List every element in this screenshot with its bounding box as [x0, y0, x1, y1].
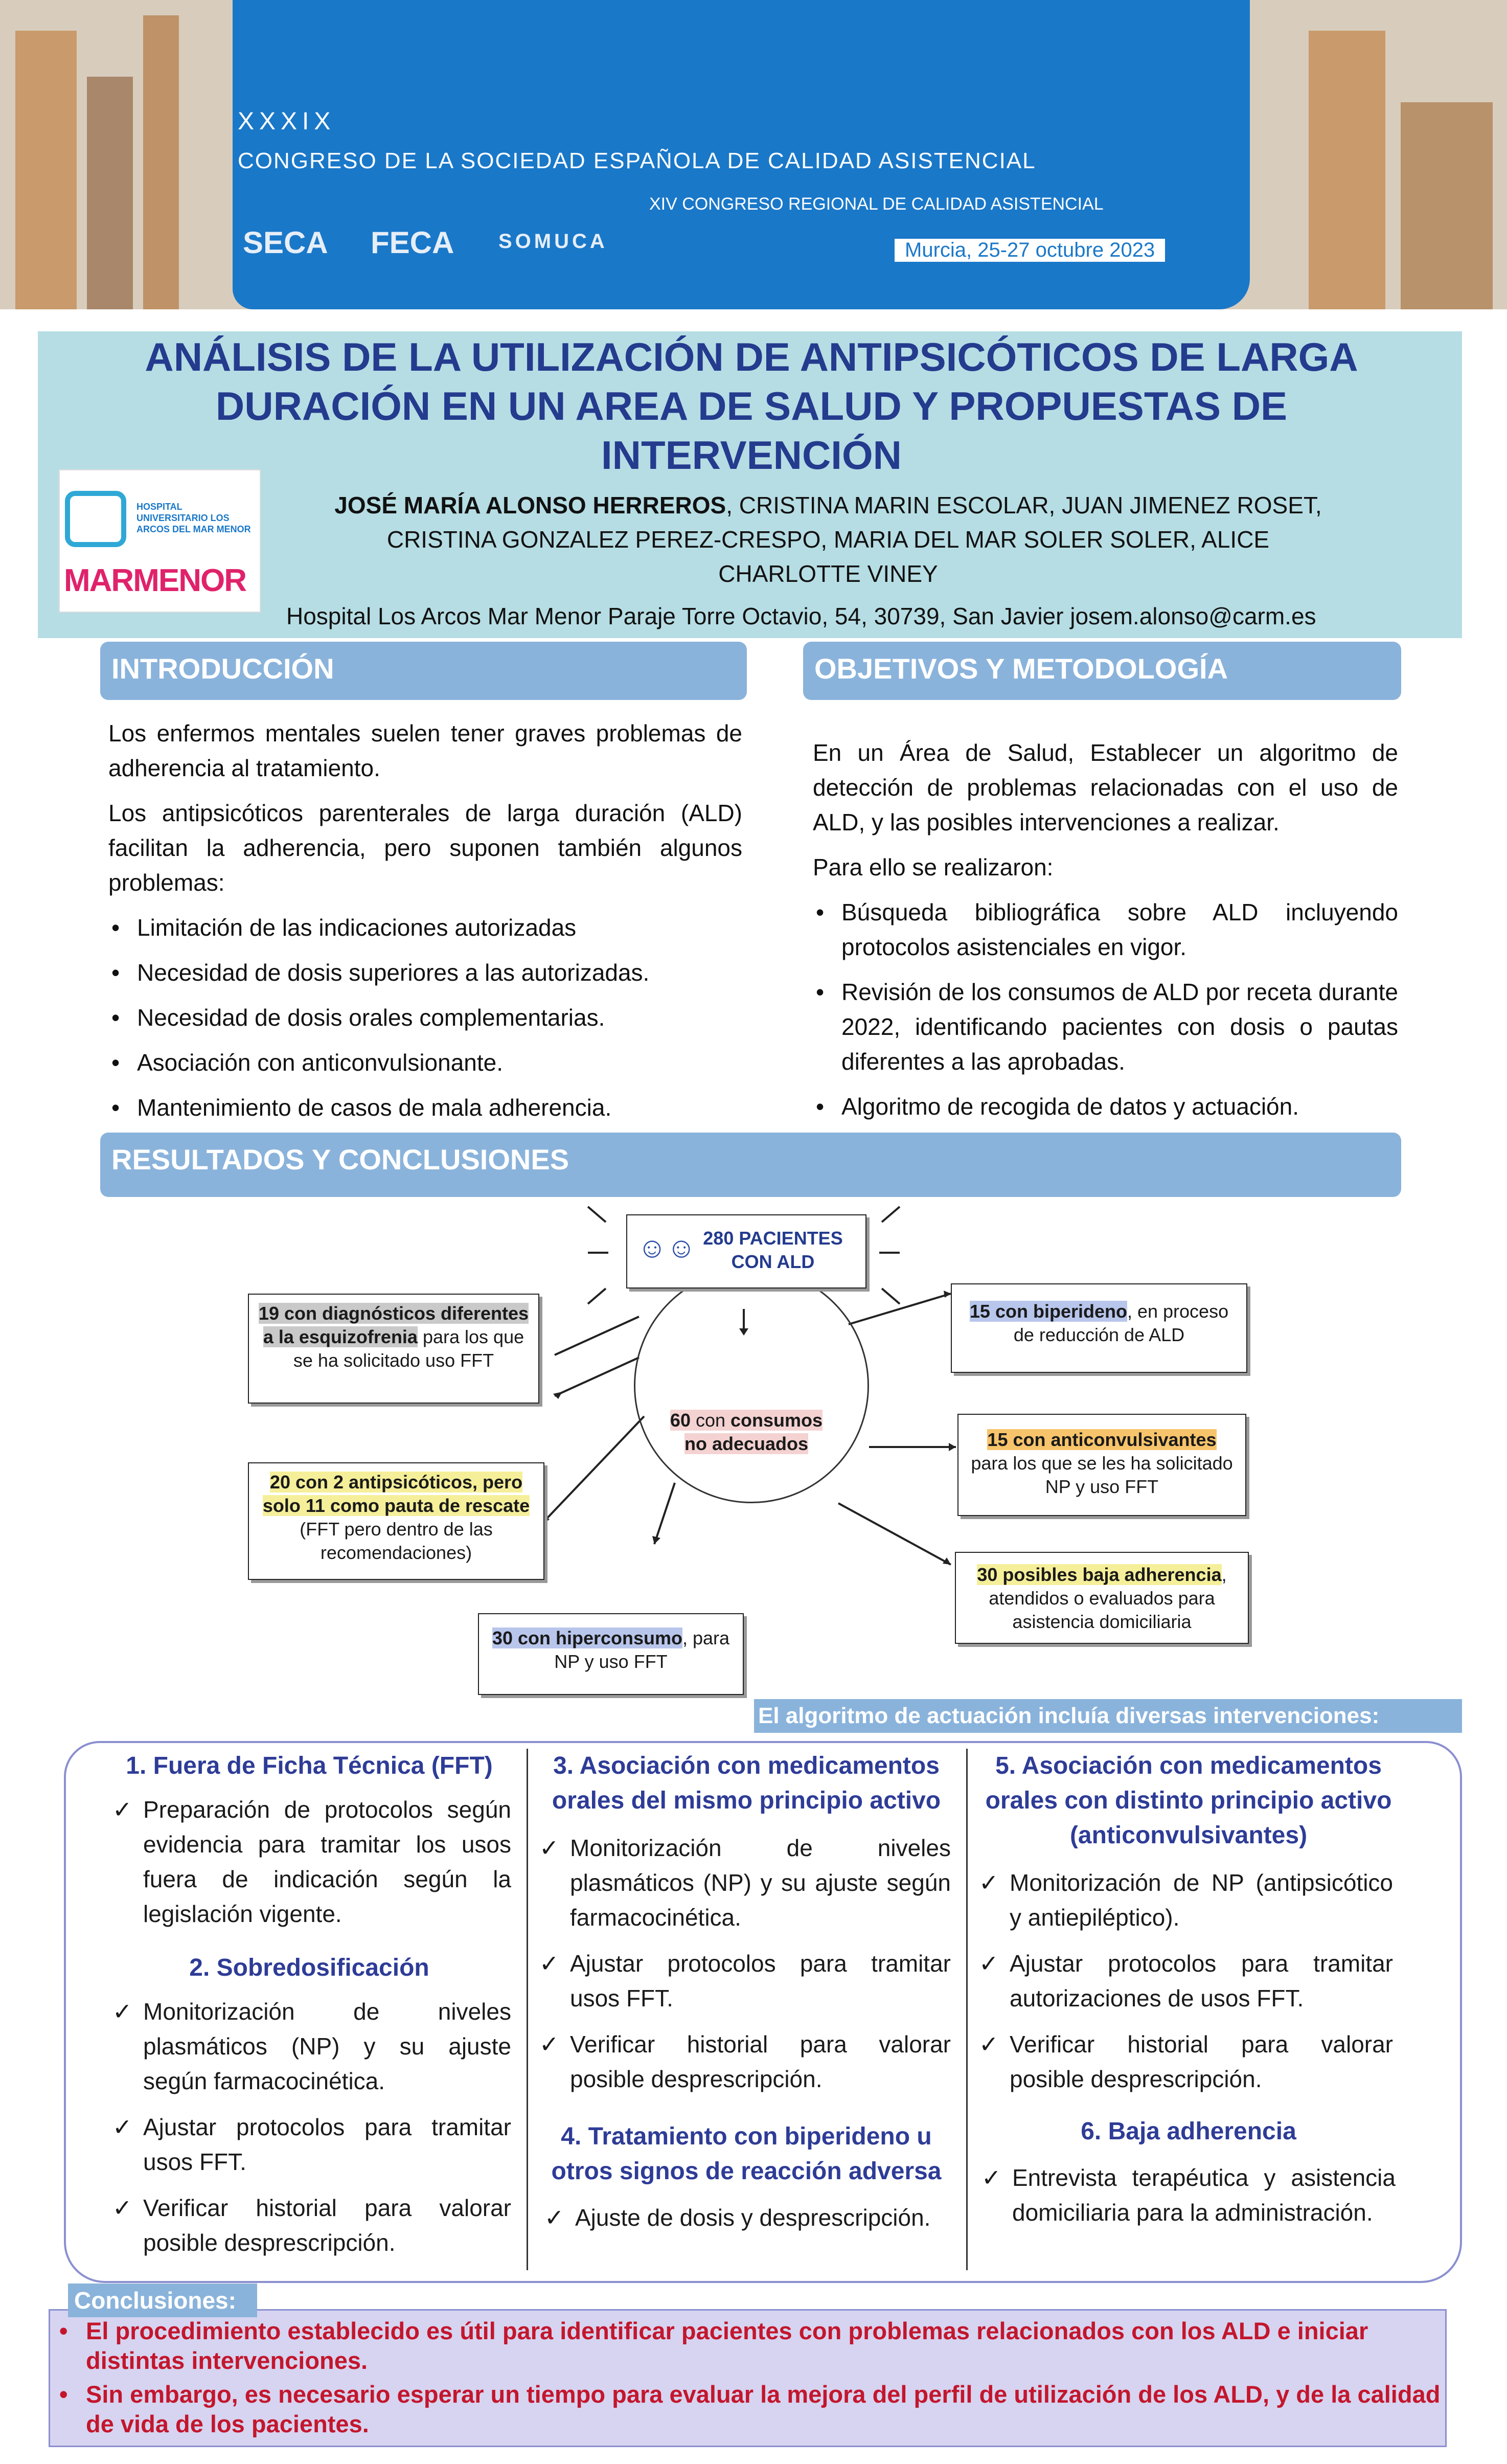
arrowhead	[652, 1536, 660, 1544]
building-illustration	[15, 31, 77, 309]
decor-stroke	[882, 1207, 900, 1222]
poster-title	[102, 332, 1401, 480]
intervention-heading: 5. Asociación con medicamentos orales con distinto principio activo (anticonvulsivantes)	[985, 1752, 1392, 1849]
intervention-list	[112, 1792, 511, 1942]
total-patients-box	[626, 1214, 866, 1288]
check-item: ✓ Monitorización de niveles plasmáticos (NP) y su ajuste según farmacocinética.	[539, 1830, 951, 1935]
arrowhead	[949, 1443, 956, 1451]
list-item: • Limitación de las indicaciones autorizadas	[108, 910, 742, 945]
box-text: (FFT pero dentro de las recomendaciones)	[300, 1519, 493, 1563]
check-item: ✓ Ajustar protocolos para tramitar usos FFT.	[539, 1946, 951, 2016]
box-text: para los que se les ha solicitado NP y uso FFT	[971, 1453, 1233, 1497]
building-illustration	[87, 77, 133, 309]
decor-stroke	[588, 1207, 606, 1222]
check-item: ✓ Verificar historial para valorar posible desprescripción.	[112, 2190, 511, 2260]
title-line: ANÁLISIS DE LA UTILIZACIÓN DE ANTIPSICÓTICOS DE LARGA	[145, 334, 1358, 379]
intervention-list	[979, 1865, 1393, 2108]
box-text: , para NP y uso FFT	[554, 1627, 730, 1672]
seca-logo: SECA	[243, 225, 328, 260]
section-heading-introduccion: INTRODUCCIÓN	[100, 642, 747, 700]
intervention-heading: 2. Sobredosificación	[189, 1954, 429, 1981]
congress-edition: XXXIX	[238, 108, 336, 135]
intervention-list	[981, 2160, 1396, 2241]
diagnosticos-box	[248, 1294, 539, 1404]
building-illustration	[1401, 102, 1493, 309]
title-line: DURACIÓN EN UN AREA DE SALUD Y PROPUESTAS DE	[215, 383, 1288, 428]
list-item: • Revisión de los consumos de ALD por receta durante 2022, identificando pacientes con dosis o pautas diferentes a las aprobadas.	[813, 975, 1398, 1079]
conclusions-list	[55, 2316, 1446, 2443]
objectives-text	[813, 735, 1398, 1134]
objectives-bullets	[813, 895, 1398, 1124]
arrow-to-diagnosticos	[555, 1317, 639, 1355]
intro-paragraph: Los enfermos mentales suelen tener graves problemas de adherencia al tratamiento.	[108, 720, 742, 781]
biperideno-box	[951, 1283, 1247, 1373]
highlight-text: 30 posibles baja adherencia	[977, 1564, 1222, 1585]
author-list	[266, 488, 1390, 591]
conclusion-item: • El procedimiento establecido es útil para identificar pacientes con problemas relacionados con los ALD e iniciar distintas intervenciones.	[55, 2316, 1446, 2376]
arrow-to-hiperconsumo	[654, 1483, 675, 1544]
check-item: ✓ Monitorización de NP (antipsicótico y antiepiléptico).	[979, 1865, 1393, 1935]
intro-paragraph: Los antipsicóticos parenterales de larga duración (ALD) facilitan la adherencia, pero suponen también algunos problemas:	[108, 800, 742, 896]
center-label-text: con	[690, 1410, 731, 1431]
check-item: ✓ Ajustar protocolos para tramitar usos FFT.	[112, 2110, 511, 2179]
hiperconsumo-box	[478, 1613, 744, 1695]
baja-adherencia-box	[955, 1552, 1249, 1644]
somuca-logo: SOMUCA	[498, 230, 608, 253]
users-icon: ☺☺	[637, 1231, 696, 1263]
tagline-line: la Calidad Asistencial,	[986, 11, 1171, 94]
objectives-paragraph: En un Área de Salud, Establecer un algoritmo de detección de problemas relacionadas con el uso de ALD, y las posibles intervenciones a realizar.	[813, 739, 1398, 835]
tagline-line: pilar de la sostenibilidad	[967, 101, 1191, 184]
conclusions-tag: Conclusiones:	[68, 2284, 257, 2317]
cathedral-tower-illustration	[1309, 31, 1385, 309]
box-text: para los que se ha solicitado uso FFT	[293, 1326, 524, 1371]
hospital-logo-text: HOSPITAL UNIVERSITARIO LOS ARCOS DEL MAR MENOR	[136, 502, 251, 534]
intervention-list	[112, 1994, 511, 2271]
congress-date: Murcia, 25-27 octubre 2023	[895, 239, 1165, 262]
box-text: , atendidos o evaluados para asistencia domiciliaria	[989, 1564, 1227, 1632]
check-item: ✓ Monitorización de niveles plasmáticos (NP) y su ajuste según farmacocinética.	[112, 1994, 511, 2098]
highlight-text: 15 con biperideno	[969, 1301, 1127, 1322]
list-item: • Mantenimiento de casos de mala adherencia.	[108, 1090, 742, 1125]
tower-illustration	[143, 15, 179, 309]
cross-icon	[65, 491, 126, 547]
highlight-text: 15 con anticonvulsivantes	[987, 1429, 1217, 1450]
highlight-text: 20 con 2 antipsicóticos, pero solo 11 como pauta de rescate	[262, 1472, 530, 1516]
column-divider	[527, 1749, 528, 2270]
intro-bullets	[108, 910, 742, 1125]
check-item: ✓ Verificar historial para valorar posible desprescripción.	[979, 2027, 1393, 2096]
highlight-text: 19 con diagnósticos diferentes a la esquizofrenia	[258, 1303, 529, 1347]
center-count: 60	[670, 1410, 691, 1431]
section-heading-objetivos: OBJETIVOS Y METODOLOGÍA	[803, 642, 1401, 700]
affiliation: Hospital Los Arcos Mar Menor Paraje Torre Octavio, 54, 30739, San Javier josem.alonso@carm.es	[286, 603, 1316, 629]
decor-stroke	[882, 1288, 900, 1304]
intervention-heading: 4. Tratamiento con biperideno u otros signos de reacción adversa	[551, 2123, 942, 2185]
intervention-heading: 6. Baja adherencia	[1081, 2118, 1296, 2145]
check-item: ✓ Ajustar protocolos para tramitar autorizaciones de usos FFT.	[979, 1946, 1393, 2016]
list-item: • Búsqueda bibliográfica sobre ALD incluyendo protocolos asistenciales en vigor.	[813, 895, 1398, 964]
antipsicoticos-box	[248, 1462, 544, 1580]
intro-text	[108, 716, 742, 1135]
list-item: • Algoritmo de recogida de datos y actuación.	[813, 1089, 1398, 1124]
arrow-to-baja-adherencia	[838, 1503, 951, 1565]
center-circle	[634, 1268, 869, 1503]
check-item: ✓ Entrevista terapéutica y asistencia domiciliaria para la administración.	[981, 2160, 1396, 2230]
box-text: , en proceso de reducción de ALD	[1013, 1301, 1229, 1345]
column-divider	[966, 1749, 968, 2270]
lead-author: JOSÉ MARÍA ALONSO HERREROS	[334, 492, 726, 518]
arrow-to-antipsicoticos	[542, 1416, 644, 1524]
anticonvulsivantes-box	[957, 1414, 1246, 1516]
center-label	[659, 1409, 833, 1456]
list-item: • Asociación con anticonvulsionante.	[108, 1045, 742, 1080]
center-label-text: consumos no adecuados	[684, 1410, 823, 1454]
intervention-heading: 3. Asociación con medicamentos orales del mismo principio activo	[552, 1752, 941, 1814]
authors-line: CHARLOTTE VINEY	[718, 560, 938, 587]
regional-congress-name: XIV CONGRESO REGIONAL DE CALIDAD ASISTENCIAL	[649, 194, 1104, 214]
check-item: ✓ Preparación de protocolos según evidencia para tramitar los usos fuera de indicación según la legislación vigente.	[112, 1792, 511, 1931]
check-item: ✓ Ajuste de dosis y desprescripción.	[544, 2200, 956, 2235]
arrowhead	[944, 1291, 951, 1298]
hospital-logo-wordmark: MARMENOR	[64, 563, 246, 598]
intervention-heading: 1. Fuera de Ficha Técnica (FFT)	[126, 1752, 493, 1779]
hospital-logo	[59, 469, 261, 613]
title-line: INTERVENCIÓN	[601, 433, 902, 478]
algorithm-banner: El algoritmo de actuación incluía diversas intervenciones:	[754, 1699, 1462, 1733]
arrow-to-diagnosticos	[555, 1358, 639, 1396]
highlight-text: 30 con hiperconsumo	[492, 1627, 682, 1648]
conclusion-item: • Sin embargo, es necesario esperar un tiempo para evaluar la mejora del perfil de utilización de los ALD, y de la calidad de vida de los pacientes.	[55, 2380, 1446, 2439]
section-heading-resultados: RESULTADOS Y CONCLUSIONES	[100, 1133, 1401, 1197]
feca-logo: FECA	[371, 225, 454, 260]
check-item: ✓ Verificar historial para valorar posible desprescripción.	[539, 2027, 951, 2096]
total-patients-label: 280 PACIENTES CON ALD	[703, 1228, 843, 1272]
congress-name: CONGRESO DE LA SOCIEDAD ESPAÑOLA DE CALIDAD ASISTENCIAL	[238, 148, 1036, 173]
decor-stroke	[588, 1288, 606, 1304]
authors-line: CRISTINA GONZALEZ PEREZ-CRESPO, MARIA DEL MAR SOLER SOLER, ALICE	[386, 526, 1270, 553]
arrow-to-biperideno	[849, 1294, 951, 1324]
list-item: • Necesidad de dosis superiores a las autorizadas.	[108, 955, 742, 990]
congress-banner	[0, 0, 1507, 309]
authors-line: , CRISTINA MARIN ESCOLAR, JUAN JIMENEZ ROSET,	[726, 492, 1322, 518]
intervention-list	[539, 1830, 951, 2108]
intervention-list	[544, 2200, 956, 2246]
list-item: • Necesidad de dosis orales complementarias.	[108, 1000, 742, 1035]
objectives-paragraph: Para ello se realizaron:	[813, 854, 1054, 880]
